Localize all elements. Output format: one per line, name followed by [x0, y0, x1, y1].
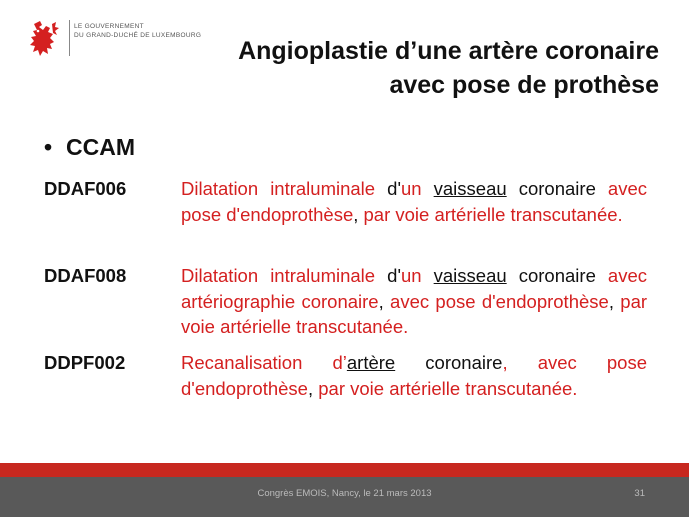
desc-segment: un	[400, 265, 422, 286]
desc-segment: ,	[353, 203, 364, 225]
desc-segment: ,	[307, 377, 319, 399]
ccam-description-3	[181, 350, 647, 401]
luxembourg-lion-icon	[26, 18, 62, 60]
ccam-code-3: DDPF002	[44, 352, 126, 373]
footer-caption: Congrès EMOIS, Nancy, le 21 mars 2013	[257, 488, 432, 499]
footer-red-band	[0, 463, 689, 477]
desc-segment: avec artériographie coronaire	[181, 265, 648, 312]
desc-segment: par voie artérielle transcutanée.	[318, 377, 578, 399]
desc-segment: coronaire	[395, 352, 503, 373]
ccam-code-2: DDAF008	[44, 265, 127, 286]
slide-footer	[0, 477, 689, 517]
desc-underlined-term: artère	[346, 352, 396, 373]
desc-segment: Dilatation intraluminale	[181, 265, 388, 286]
desc-segment	[422, 178, 434, 199]
title-line-2: avec pose de prothèse	[389, 71, 659, 99]
slide-title	[189, 34, 659, 102]
desc-segment: avec pose d'endoprothèse	[181, 352, 647, 399]
desc-segment: Recanalisation d’	[181, 352, 347, 373]
ccam-description-1	[181, 176, 647, 227]
desc-segment: avec pose d'endoprothèse	[390, 290, 609, 312]
ccam-description-2	[181, 263, 647, 340]
title-line-1: Angioplastie d’une artère coronaire	[238, 37, 659, 65]
bullet-dot: •	[44, 134, 53, 160]
desc-segment: coronaire	[506, 265, 596, 286]
desc-segment: un	[400, 178, 422, 199]
ccam-code-1: DDAF006	[44, 178, 127, 199]
desc-underlined-term: vaisseau	[433, 265, 507, 286]
desc-segment: ,	[608, 290, 621, 312]
desc-segment: par voie artérielle transcutanée.	[363, 203, 623, 225]
desc-segment: d'	[387, 265, 401, 286]
government-logo	[26, 18, 202, 60]
desc-segment: ,	[502, 352, 538, 373]
desc-segment: d'	[387, 178, 401, 199]
bullet-label: CCAM	[66, 134, 135, 160]
desc-segment	[422, 265, 434, 286]
desc-segment: par voie artérielle transcutanée.	[181, 290, 648, 337]
logo-divider	[69, 20, 70, 56]
logo-text	[74, 22, 201, 40]
page-number: 31	[634, 488, 645, 499]
desc-segment: avec pose d'endoprothèse	[181, 178, 648, 225]
ccam-bullet	[44, 134, 135, 161]
desc-segment: Dilatation intraluminale	[181, 178, 388, 199]
desc-underlined-term: vaisseau	[433, 178, 507, 199]
logo-line-1: LE GOUVERNEMENT	[74, 23, 144, 30]
desc-segment: ,	[378, 290, 391, 312]
logo-line-2: DU GRAND-DUCHÉ DE LUXEMBOURG	[74, 32, 202, 39]
desc-segment: coronaire	[506, 178, 596, 199]
